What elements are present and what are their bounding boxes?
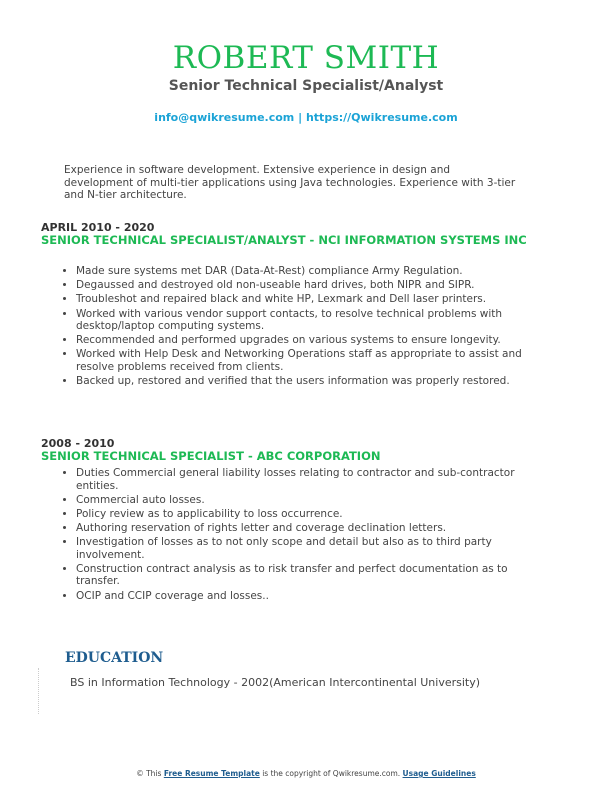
job-dates: 2008 - 2010 — [41, 437, 115, 450]
list-item: • Construction contract analysis as to risk transfer and perfect documentation as to transfer. — [76, 563, 546, 588]
section-divider — [38, 668, 39, 714]
list-item: • Made sure systems met DAR (Data-At-Rest) compliance Army Regulation. — [76, 265, 546, 278]
list-item: • Degaussed and destroyed old non-useable hard drives, both NIPR and SIPR. — [76, 279, 546, 292]
job-role-heading: SENIOR TECHNICAL SPECIALIST/ANALYST - NCI INFORMATION SYSTEMS INC — [41, 233, 527, 247]
list-item: • Troubleshot and repaired black and white HP, Lexmark and Dell laser printers. — [76, 293, 546, 306]
usage-guidelines-link[interactable]: Usage Guidelines — [402, 769, 476, 778]
email-link[interactable]: info@qwikresume.com — [154, 111, 295, 124]
candidate-name: ROBERT SMITH — [172, 40, 440, 76]
summary-paragraph: Experience in software development. Extensive experience in design and development of multi-tier applications using Java technologies. Experience with 3-tier and N-tier architecture. — [64, 164, 516, 201]
website-link[interactable]: https://Qwikresume.com — [305, 111, 458, 124]
job-dates: APRIL 2010 - 2020 — [41, 221, 155, 234]
free-resume-template-link[interactable]: Free Resume Template — [163, 769, 260, 778]
list-item: • Commercial auto losses. — [76, 494, 546, 507]
footer-prefix: © This — [136, 769, 164, 778]
list-item: • OCIP and CCIP coverage and losses.. — [76, 590, 546, 603]
list-item: • Recommended and performed upgrades on various systems to ensure longevity. — [76, 334, 546, 347]
job-title: Senior Technical Specialist/Analyst — [168, 78, 444, 94]
footer-copyright — [0, 769, 612, 778]
list-item: • Policy review as to applicability to loss occurrence. — [76, 508, 546, 521]
education-heading: EDUCATION — [65, 650, 164, 666]
list-item: • Worked with Help Desk and Networking Operations staff as appropriate to assist and resolve problems received from clients. — [76, 348, 546, 373]
list-item: • Duties Commercial general liability losses relating to contractor and sub-contractor entities. — [76, 467, 546, 492]
list-item: • Authoring reservation of rights letter and coverage declination letters. — [76, 522, 546, 535]
list-item: • Backed up, restored and verified that the users information was properly restored. — [76, 375, 546, 388]
job-bullets — [58, 265, 546, 389]
footer-middle: is the copyright of Qwikresume.com. — [259, 769, 403, 778]
list-item: • Investigation of losses as to not only scope and detail but also as to third party involvement. — [76, 536, 546, 561]
contact-line — [0, 111, 612, 125]
education-entry: BS in Information Technology - 2002(American Intercontinental University) — [70, 676, 481, 689]
job-bullets — [58, 467, 546, 604]
list-item: • Worked with various vendor support contacts, to resolve technical problems with desktop/laptop computing systems. — [76, 308, 546, 333]
job-role-heading: SENIOR TECHNICAL SPECIALIST - ABC CORPORATION — [41, 449, 381, 463]
contact-separator: | — [294, 111, 306, 124]
